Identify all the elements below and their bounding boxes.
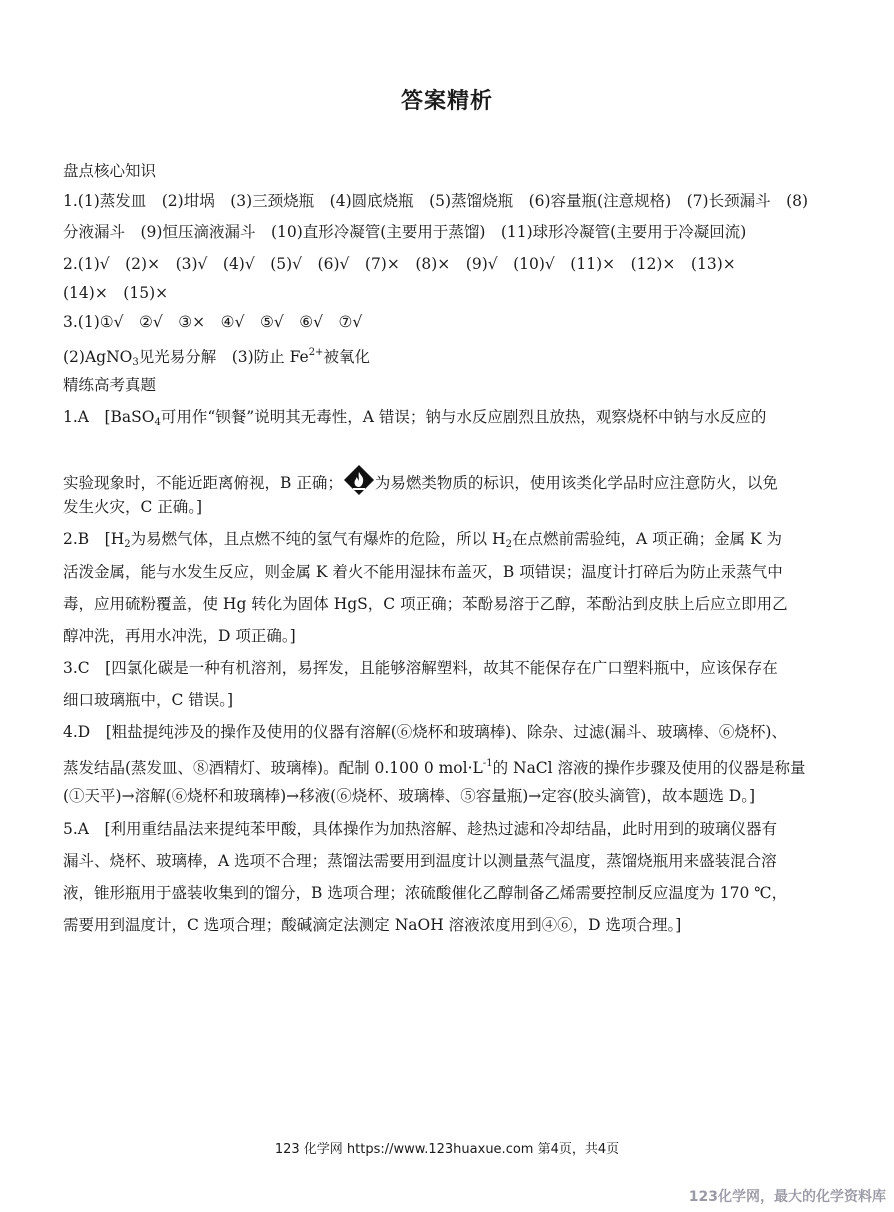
q2-line-2: 活泼金属，能与水发生反应，则金属 K 着火不能用湿抹布盖灭，B 项错误；温度计打碎后为防止汞蒸气中: [63, 563, 783, 581]
q4-line-1: 4.D [粗盐提纯涉及的操作及使用的仪器有溶解(⑥烧杯和玻璃棒)、除杂、过滤(漏斗、玻璃棒、⑥烧杯)、: [63, 723, 787, 741]
q2-line-1: [63, 528, 833, 556]
subscript: 4: [154, 417, 161, 428]
answer-line-6: [63, 342, 833, 374]
text: 在点燃前需验纯，A 项正确；金属 K 为: [511, 530, 783, 548]
q3-line-2: 细口玻璃瓶中，C 错误。]: [63, 691, 234, 709]
subscript: 2: [505, 539, 512, 550]
q5-line-2: 漏斗、烧杯、玻璃棒，A 选项不合理；蒸馏法需要用到温度计以测量蒸气温度，蒸馏烧瓶用来盛装混合溶: [63, 852, 777, 870]
q2-line-3: 毒，应用硫粉覆盖，使 Hg 转化为固体 HgS，C 项正确；苯酚易溶于乙醇，苯酚沾到皮肤上后应立即用乙: [63, 595, 788, 613]
section-heading-exam: 精练高考真题: [63, 376, 157, 394]
answer-line-5: 3.(1)①√ ②√ ③× ④√ ⑤√ ⑥√ ⑦√: [63, 313, 363, 331]
q4-line-2: [63, 753, 833, 779]
subscript: 2: [124, 539, 131, 550]
text: 见光易分解 (3)防止 Fe: [138, 348, 309, 366]
q3-line-1: 3.C [四氯化碳是一种有机溶剂，易挥发，且能够溶解塑料，故其不能保存在广口塑料瓶中，应该保存在: [63, 659, 778, 677]
text: 为易燃气体，且点燃不纯的氢气有爆炸的危险，所以 H: [130, 530, 506, 548]
page-title: 答案精析: [400, 88, 493, 114]
answer-line-4: (14)× (15)×: [63, 284, 169, 302]
q5-line-1: 5.A [利用重结晶法来提纯苯甲酸，具体操作为加热溶解、趁热过滤和冷却结晶，此时用到的玻璃仪器有: [63, 820, 778, 838]
watermark: 123化学网，最大的化学资料库: [688, 1189, 886, 1205]
text: 蒸发结晶(蒸发皿、⑧酒精灯、玻璃棒)。配制 0.100 0 mol·L: [63, 759, 483, 777]
text: 的 NaCl 溶液的操作步骤及使用的仪器是称量: [492, 759, 806, 777]
text: 2.B [H: [63, 530, 125, 548]
answer-line-3: 2.(1)√ (2)× (3)√ (4)√ (5)√ (6)√ (7)× (8)× (9)√ (10)√ (11)× (12)× (13)×: [63, 255, 736, 273]
superscript: 2+: [308, 347, 324, 358]
text: 为易燃类物质的标识，使用该类化学品时应注意防火，以免: [374, 474, 778, 492]
text: 1.A [BaSO: [63, 408, 155, 426]
q1-line-3: 发生火灾，C 正确。]: [63, 498, 203, 516]
q5-line-3: 液，锥形瓶用于盛装收集到的馏分，B 选项合理；浓硫酸催化乙醇制备乙烯需要控制反应温度为 170 ℃，: [63, 884, 788, 902]
q1-line-1: [63, 406, 833, 434]
answer-line-2: 分液漏斗 (9)恒压滴液漏斗 (10)直形冷凝管(主要用于蒸馏) (11)球形冷凝管(主要用于冷凝回流): [63, 223, 747, 241]
subscript: 3: [132, 357, 139, 368]
section-heading-core: 盘点核心知识: [63, 162, 157, 180]
q1-line-2: [63, 464, 833, 496]
text: (2)AgNO: [63, 348, 133, 366]
q5-line-4: 需要用到温度计，C 选项合理；酸碱滴定法测定 NaOH 溶液浓度用到④⑥，D 选项合理。]: [63, 916, 682, 934]
flammable-hazard-icon: [343, 464, 375, 496]
answer-line-1: 1.(1)蒸发皿 (2)坩埚 (3)三颈烧瓶 (4)圆底烧瓶 (5)蒸馏烧瓶 (6)容量瓶(注意规格) (7)长颈漏斗 (8): [63, 192, 809, 210]
text: 可用作“钡餐”说明其无毒性，A 错误；钠与水反应剧烈且放热，观察烧杯中钠与水反应的: [160, 408, 767, 426]
superscript: -1: [482, 758, 493, 769]
text: 被氧化: [323, 348, 370, 366]
q2-line-4: 醇冲洗，再用水冲洗，D 项正确。]: [63, 627, 296, 645]
q4-line-3: (①天平)→溶解(⑥烧杯和玻璃棒)→移液(⑥烧杯、玻璃棒、⑤容量瓶)→定容(胶头滴管)，故本题选 D。]: [63, 787, 755, 805]
text: 实验现象时，不能近距离俯视，B 正确；: [63, 474, 343, 492]
page-footer: 123 化学网 https://www.123huaxue.com 第4页，共4页: [274, 1142, 620, 1157]
